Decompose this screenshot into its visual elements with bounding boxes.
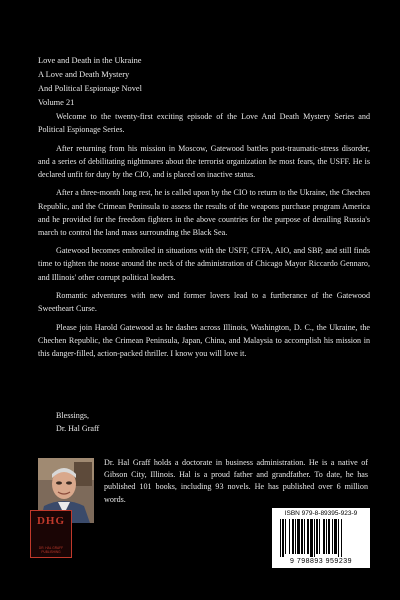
- title-block: [38, 54, 368, 110]
- barcode-bar: [297, 519, 300, 554]
- logo-subtitle: DR. HAL GRAFF PUBLISHING: [38, 546, 64, 554]
- barcode-bar: [341, 519, 342, 557]
- blurb-paragraph: After returning from his mission in Moscow, Gatewood battles post-traumatic-stress disorder, and a series of debilitating nightmares about the terrorist organization he most fears, the USFF. He is declared unfit for duty by the CIO, and is placed on inactive status.: [38, 143, 370, 179]
- barcode-bar: [328, 519, 330, 554]
- barcode-bar: [316, 519, 318, 554]
- isbn-label: ISBN 979-8-89395-923-9: [284, 510, 358, 517]
- closing: Blessings,: [56, 411, 90, 420]
- blurb-paragraph: Gatewood becomes embroiled in situations with the USFF, CFFA, AIO, and SBP, and still finds time to tighten the noose around the neck of the administration of Chicago Mayor Riccardo Gennaro, and Illinois' other corrupt political leaders.: [38, 246, 370, 282]
- blurb: [38, 110, 370, 366]
- genre-line: And Political Espionage Novel: [38, 84, 142, 93]
- barcode-bars: [278, 519, 364, 557]
- barcode-bar: [304, 519, 305, 554]
- blurb-paragraph: Romantic adventures with new and former lovers lead to a furtherance of the Gatewood Sweetheart Curse.: [38, 291, 370, 314]
- barcode-bar: [292, 519, 294, 554]
- signoff: [38, 409, 238, 435]
- blurb-paragraph: Welcome to the twenty-first exciting episode of the Love And Death Mystery Series and Political Espionage Series.: [38, 112, 370, 135]
- series-line: A Love and Death Mystery: [38, 70, 130, 79]
- barcode-bar: [289, 519, 290, 554]
- barcode-bar: [319, 519, 320, 554]
- barcode-bar: [301, 519, 303, 554]
- blurb-paragraph: After a three-month long rest, he is called upon by the CIO to return to the Ukraine, the Chechen Republic, and the Crimean Peninsula to assess the results of the weapons purchase program America and he provided for the freedom fighters in the above countries for the purpose of derailing Russia's march to control the land mass surrounding the Black Sea.: [38, 188, 370, 237]
- barcode-bar: [338, 519, 339, 557]
- publisher-logo: [30, 510, 72, 558]
- barcode-bar: [280, 519, 281, 557]
- barcode-number: 9 798893 959239: [290, 558, 352, 565]
- author-name: Dr. Hal Graff: [56, 424, 100, 433]
- barcode-bar: [332, 519, 333, 554]
- barcode-bar: [282, 519, 284, 557]
- barcode-bar: [285, 519, 286, 554]
- logo-letters: DHG: [36, 515, 66, 527]
- barcode-bar: [334, 519, 337, 554]
- volume-line: Volume 21: [38, 98, 75, 107]
- barcode-bar: [323, 519, 325, 554]
- barcode-bar: [295, 519, 296, 554]
- blurb-paragraph: Please join Harold Gatewood as he dashes across Illinois, Washington, D. C., the Ukraine, the Chechen Republic, the Crimean Peninsula, Japan, China, and Malaysia to accomplish his mission in this danger-filled, action-packed thriller. I know you will love it.: [38, 322, 370, 358]
- barcode-bar: [314, 519, 315, 557]
- barcode-bar: [326, 519, 327, 554]
- barcode-bar: [310, 519, 313, 557]
- barcode-bar: [307, 519, 309, 554]
- isbn-barcode: [272, 508, 370, 568]
- book-title: Love and Death in the Ukraine: [38, 56, 142, 65]
- author-bio: Dr. Hal Graff holds a doctorate in business administration. He is a native of Gibson City, Illinois. Hal is a proud father and grandfather. To date, he has published 101 books, including 93 novels. He has published over 6 million words.: [104, 458, 368, 504]
